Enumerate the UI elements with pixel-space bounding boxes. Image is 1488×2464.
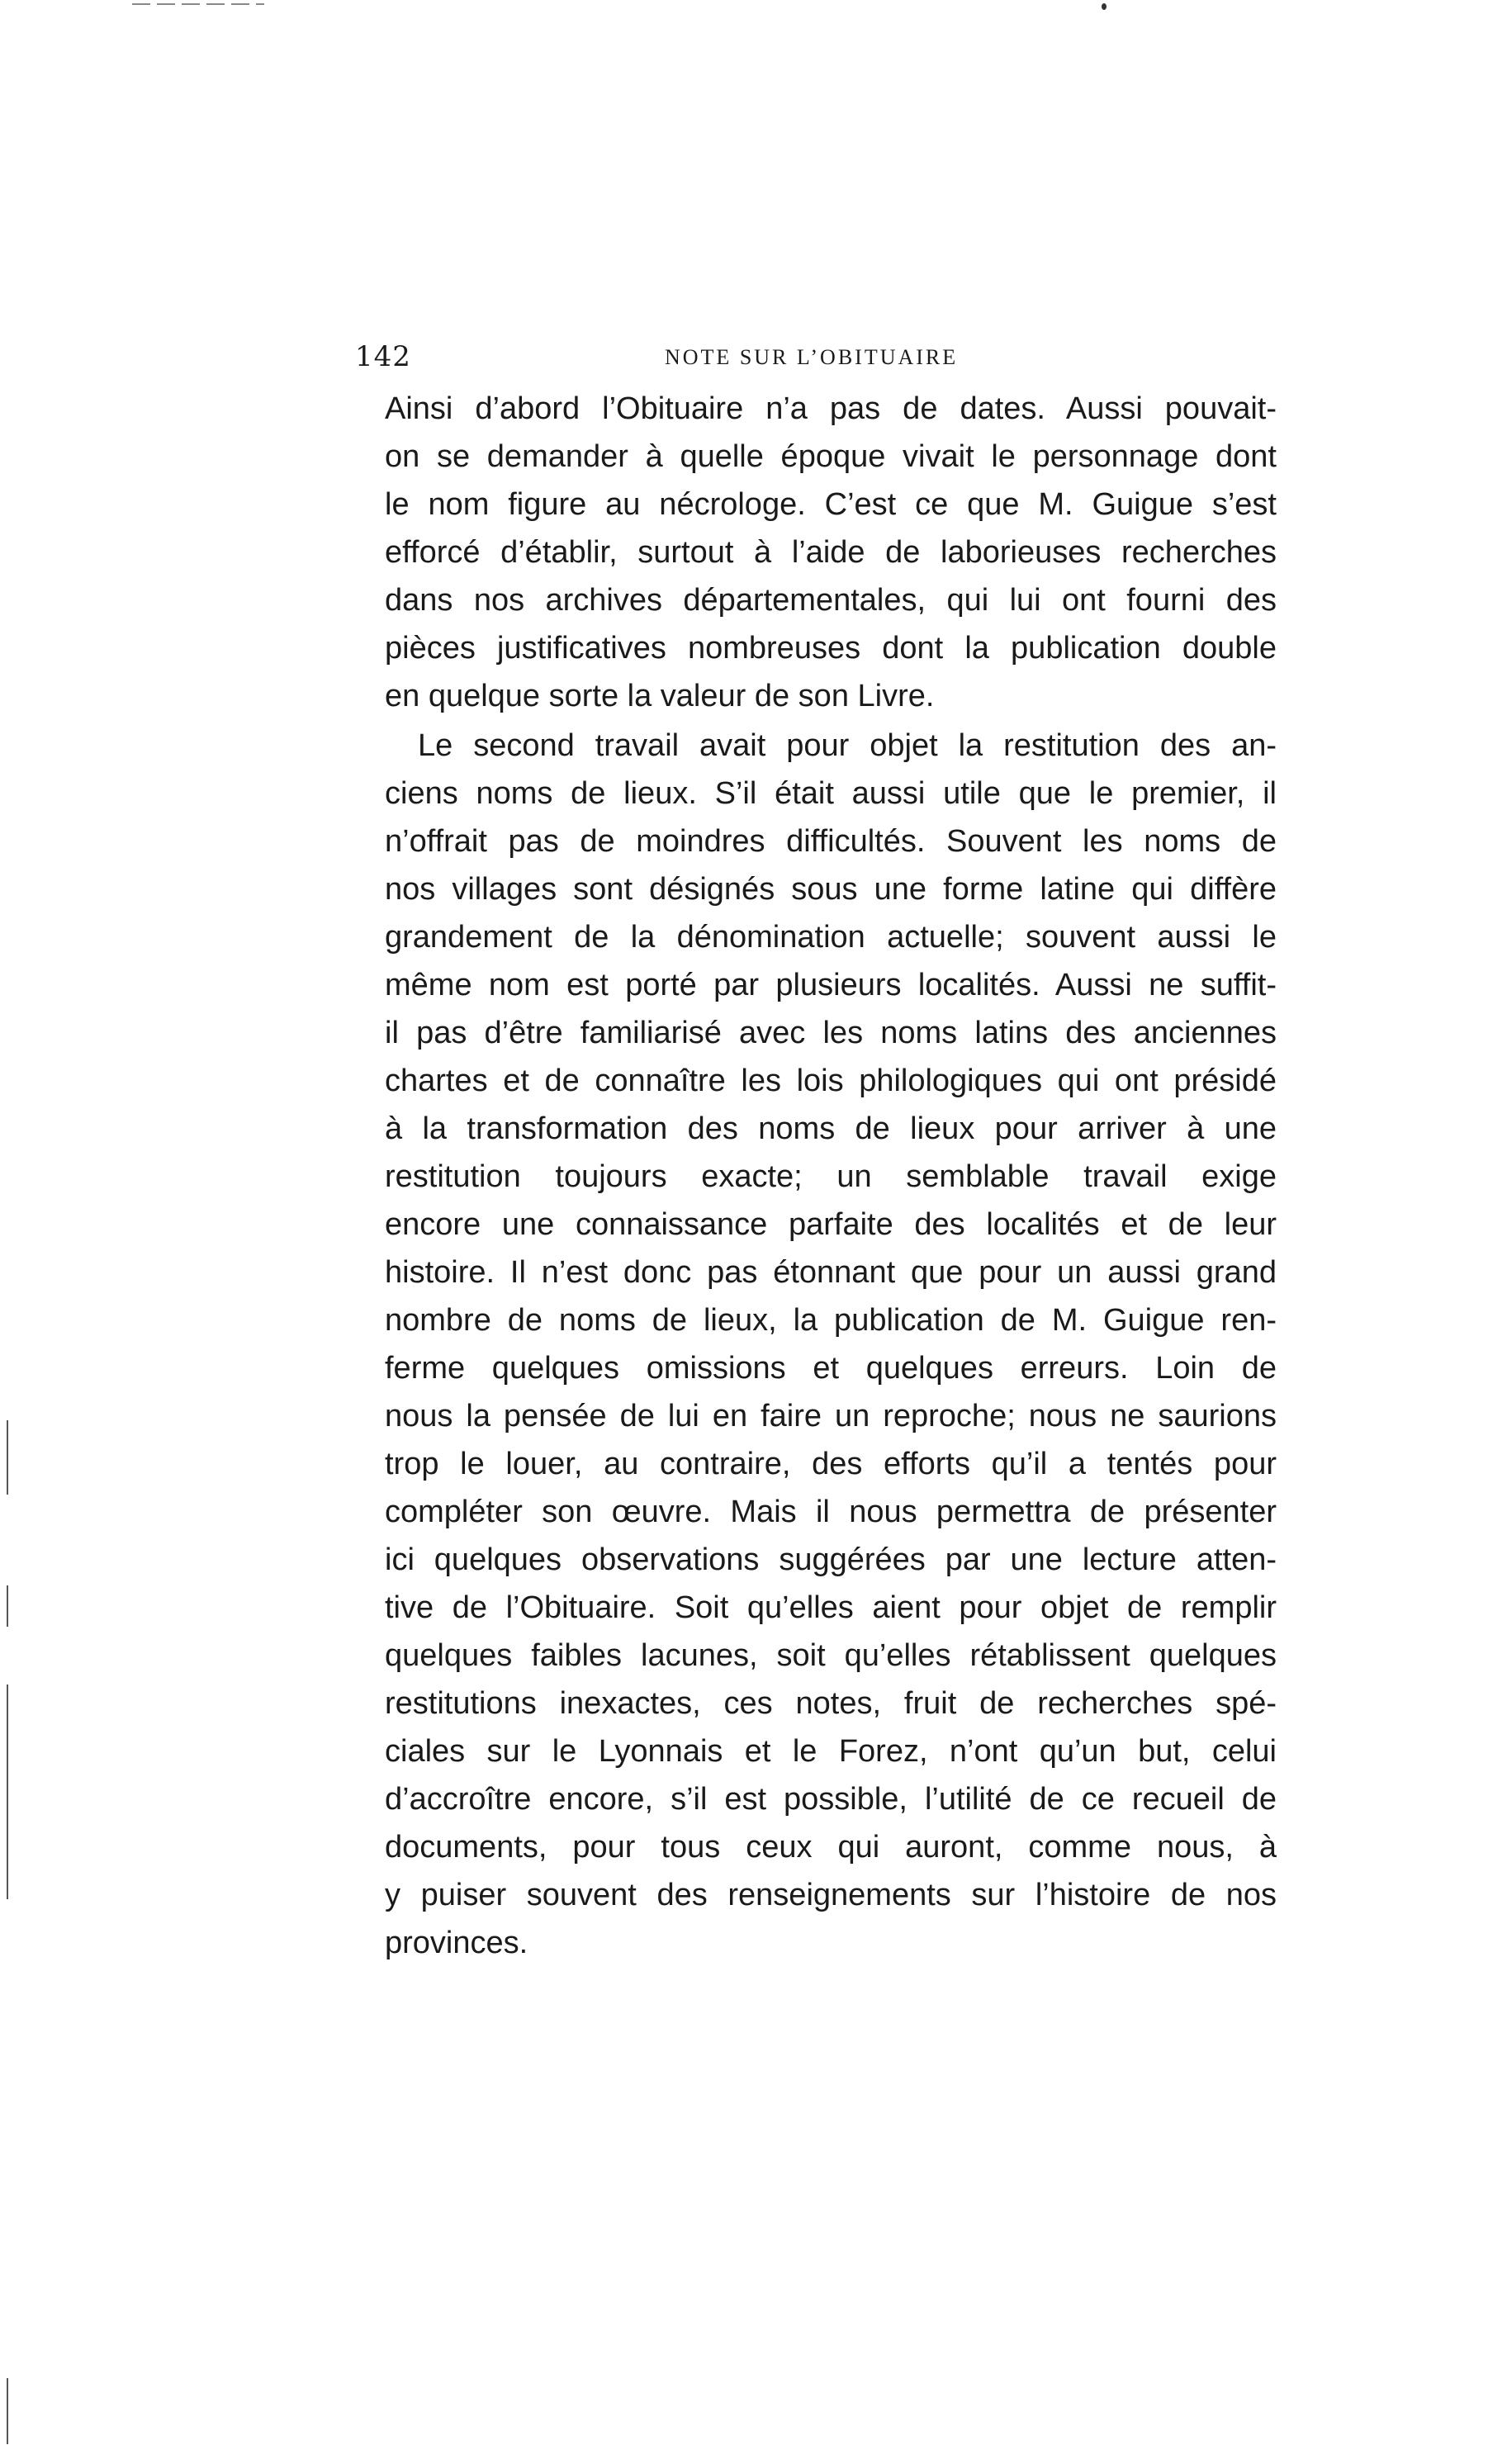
left-margin-mark — [7, 1585, 8, 1627]
text-line: histoire. Il n’est donc pas étonnant que pour un aussi grand — [385, 1255, 1277, 1290]
text-line: quelques faibles lacunes, soit qu’elles rétablissent quelques — [385, 1638, 1277, 1673]
text-line: y puiser souvent des renseignements sur l’histoire de nos — [385, 1878, 1277, 1912]
running-head — [355, 337, 1280, 386]
left-margin-mark — [7, 2378, 8, 2444]
text-line: trop le louer, au contraire, des efforts qu’il a tentés pour — [385, 1447, 1277, 1481]
text-line: ferme quelques omissions et quelques erreurs. Loin de — [385, 1351, 1277, 1386]
text-line: on se demander à quelle époque vivait le personnage dont — [385, 439, 1277, 474]
text-line: il pas d’être familiarisé avec les noms latins des anciennes — [385, 1016, 1277, 1050]
left-margin-mark — [7, 1685, 8, 1899]
text-line: chartes et de connaître les lois philologiques qui ont présidé — [385, 1064, 1277, 1098]
text-line: restitution toujours exacte; un semblable travail exige — [385, 1159, 1277, 1194]
text-line: encore une connaissance parfaite des localités et de leur — [385, 1207, 1277, 1242]
text-line: compléter son œuvre. Mais il nous permettra de présenter — [385, 1495, 1277, 1529]
top-edge-rule — [132, 3, 264, 5]
text-line: grandement de la dénomination actuelle; souvent aussi le — [385, 920, 1277, 955]
text-line: même nom est porté par plusieurs localités. Aussi ne suffit- — [385, 968, 1277, 1002]
text-line: Le second travail avait pour objet la restitution des an- — [418, 728, 1277, 763]
text-line: Ainsi d’abord l’Obituaire n’a pas de dates. Aussi pouvait- — [385, 391, 1277, 426]
text-line: provinces. — [385, 1926, 528, 1960]
text-line: documents, pour tous ceux qui auront, comme nous, à — [385, 1830, 1277, 1865]
text-line: ici quelques observations suggérées par une lecture atten- — [385, 1542, 1277, 1577]
text-line: tive de l’Obituaire. Soit qu’elles aient pour objet de remplir — [385, 1590, 1277, 1625]
text-line: n’offrait pas de moindres difficultés. Souvent les noms de — [385, 824, 1277, 859]
text-line: nos villages sont désignés sous une forme latine qui diffère — [385, 872, 1277, 907]
text-line: en quelque sorte la valeur de son Livre. — [385, 679, 935, 713]
text-line: le nom figure au nécrologe. C’est ce que M. Guigue s’est — [385, 487, 1277, 522]
text-line: efforcé d’établir, surtout à l’aide de laborieuses recherches — [385, 535, 1277, 570]
text-line: ciales sur le Lyonnais et le Forez, n’ont qu’un but, celui — [385, 1734, 1277, 1769]
text-line: à la transformation des noms de lieux pour arriver à une — [385, 1111, 1277, 1146]
page-number: 142 — [355, 340, 411, 373]
top-edge-mark — [1102, 3, 1107, 10]
text-line: dans nos archives départementales, qui lui ont fourni des — [385, 583, 1277, 618]
text-line: restitutions inexactes, ces notes, fruit de recherches spé- — [385, 1686, 1277, 1721]
text-line: nous la pensée de lui en faire un reproche; nous ne saurions — [385, 1399, 1277, 1433]
text-line: d’accroître encore, s’il est possible, l’utilité de ce recueil de — [385, 1782, 1277, 1817]
body-text — [385, 385, 1277, 1967]
text-line: nombre de noms de lieux, la publication de M. Guigue ren- — [385, 1303, 1277, 1338]
left-margin-mark — [7, 1420, 8, 1495]
running-title: NOTE SUR L’OBITUAIRE — [665, 345, 959, 369]
text-line: pièces justificatives nombreuses dont la publication double — [385, 631, 1277, 666]
text-line: ciens noms de lieux. S’il était aussi utile que le premier, il — [385, 776, 1277, 811]
